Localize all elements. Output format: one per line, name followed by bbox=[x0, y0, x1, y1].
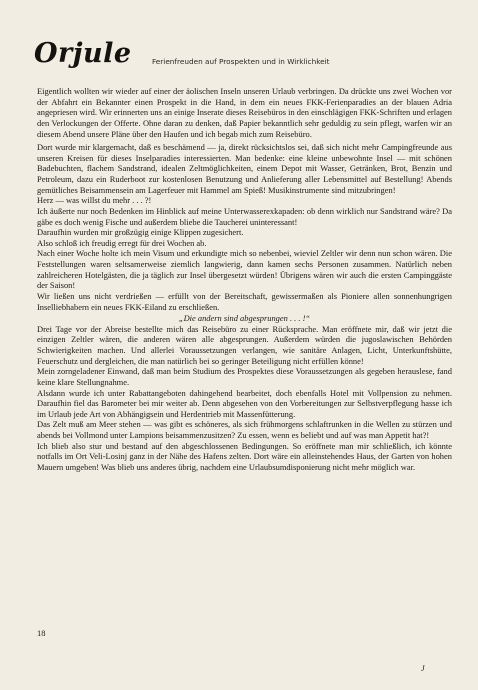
article-header bbox=[34, 38, 454, 78]
paragraph-10: Mein zorngeladener Einwand, daß man beim Studium des Prospektes diese Voraussetzungen als gegeben herauslese, fand keine klare Stellungnahme. bbox=[37, 366, 452, 387]
paragraph-6: Also schloß ich freudig erregt für drei Wochen ab. bbox=[37, 237, 207, 248]
paragraph-7: Nach einer Woche holte ich mein Visum und erkundigte mich so nebenbei, wieviel Zeltler wir denn nun schon wären. Die Feststellungen waren seltsamerweise ziemlich langwierig, dann kamen sechs Personen zusammen. Natürlich neben zahlreicheren Hotelgästen, die ja täglich zur Insel übergesetzt würden! Übrigens wären wir auch die ersten Campinggäste der Saison! bbox=[37, 248, 452, 291]
paragraph-2: Dort wurde mir klargemacht, daß es beschämend — ja, direkt rücksichtslos sei, daß sich nicht mehr Campingfreunde aus unseren Kreisen für dieses Inselparadies interessierten. Man bedenke: eine kleine unbewohnte Insel — mit schönen Badebuchten, flachem Sandstrand, idealen Zeltmöglichkeiten, einem Depot mit Wasser, Getränken, Brot, Benzin und Petroleum, dazu ein Ruderboot zur kostenlosen Benutzung und Anlieferung aller Lebensmittel auf Bestellung! Abends gemütliches Beisammensein am Lagerfeuer mit Hammel am Spieß! Musikinstrumente sind mitzubringen! bbox=[37, 142, 452, 195]
page-number: 18 bbox=[37, 628, 46, 638]
paragraph-11: Alsdann wurde ich unter Rabattangeboten dahingehend bearbeitet, doch ebenfalls Hotel mit Vollpension zu nehmen. Daraufhin fiel das Barometer bei mir weiter ab. Denn abgesehen von den Vorbereitungen zur Selbstverpflegung hasse ich im Urlaub jede Art von Abhängigsein und Herdentrieb mit Massenfütterung. bbox=[37, 387, 452, 419]
paragraph-5: Daraufhin wurden mir großzügig einige Klippen zugesichert. bbox=[37, 227, 244, 238]
article-subtitle: Ferienfreuden auf Prospekten und in Wirklichkeit bbox=[152, 57, 330, 66]
article-logo: Orjule bbox=[34, 38, 132, 69]
paragraph-3: Herz — was willst du mehr . . . ?! bbox=[37, 195, 152, 206]
paragraph-13: Ich blieb also stur und bestand auf den abgeschlossenen Bedingungen. So eröffnete man mir schließlich, ich könnte notfalls im Ort Veli-Losinj ganz in der Nähe des Hafens zelten. Dort wäre ein alleinstehendes Haus, der Garten von hohen Mauern umgeben! Was blieb uns anderes übrig, nachdem eine Urlaubsumdisponierung nicht mehr möglich war. bbox=[37, 440, 452, 472]
paragraph-1: Eigentlich wollten wir wieder auf einer der äolischen Inseln unseren Urlaub verbringen. Da drückte uns zwei Wochen vor der Abfahrt ein Bekannter einen Prospekt in die Hand, in dem ein neues FKK-Ferienparadies an der blauen Adria angepriesen wird. Wir erinnerten uns an einige Inserate dieses Reisebüros in den einschlägigen FKK-Schriften und erlagen den Verlockungen der Offerte. Ohne daran zu denken, daß Papier bekanntlich sehr geduldig zu sein pflegt, warfen wir an diesem Abend unsere Pläne über den Haufen und ich begab mich zum Reisebüro. bbox=[37, 86, 452, 139]
paragraph-12: Das Zelt muß am Meer stehen — was gibt es schöneres, als sich frühmorgens schlaftrunken in die Wellen zu stürzen und abends bei Vollmond unter Lampions beisammenzusitzen? Zu essen, wenn es beliebt und auf was man Appetit hat?! bbox=[37, 419, 452, 440]
section-subheading: „Die andern sind abgesprungen . . . !“ bbox=[178, 313, 311, 324]
paragraph-4: Ich äußerte nur noch Bedenken im Hinblick auf meine Unterwasserexkapaden: ob denn wirklich nur Sandstrand wäre? Da gäbe es doch wenig Fische und außerdem bliebe die Taucherei uninteressant! bbox=[37, 205, 452, 227]
article-body bbox=[37, 86, 452, 473]
paragraph-8: Wir ließen uns nicht verdrießen — erfüllt von der Bereitschaft, gewissermaßen als Pioniere allen sonnenhungrigen Inselliebhabern ein neues FKK-Eiland zu erschließen. bbox=[37, 290, 452, 312]
printer-mark: J bbox=[421, 664, 425, 673]
paragraph-9: Drei Tage vor der Abreise bestellte mich das Reisebüro zu einer Rücksprache. Man eröffnete mir, daß wir jetzt die einzigen Zeltler wären, die anderen wären alle abgesprungen. Außerdem würden die jugoslawischen Behörden Schwierigkeiten machen. Und allerlei Voraussetzungen verlangen, wie sanitäre Anlagen, Licht, Unterkunftshütte, Feuerschutz und dergleichen, die man natürlich bei so geringer Beteiligung nicht erfüllen könne! bbox=[37, 323, 452, 366]
